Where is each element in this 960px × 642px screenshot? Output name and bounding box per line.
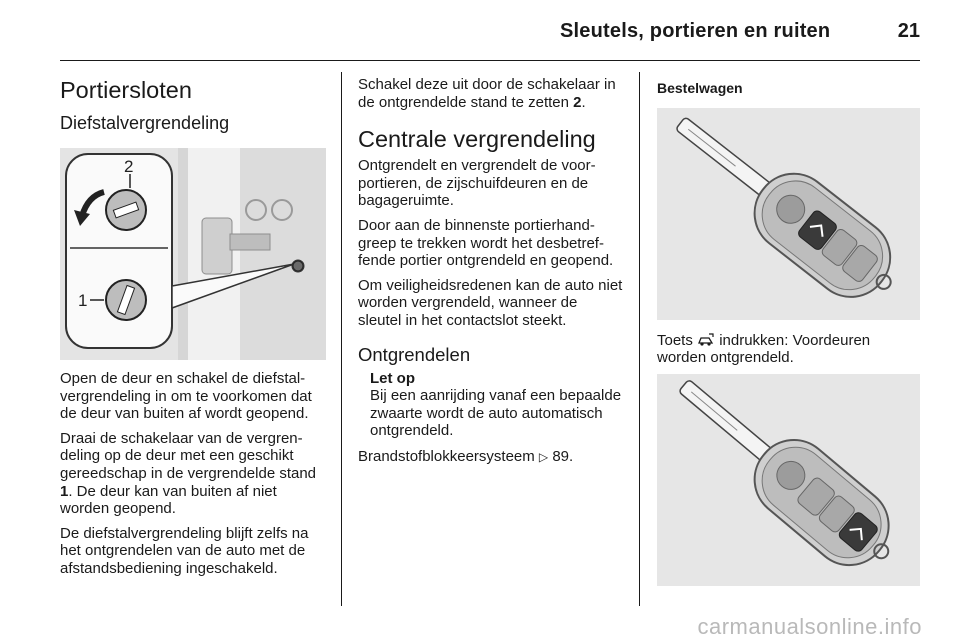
subheading-ontgrendelen: Ontgrendelen (358, 343, 471, 365)
subheading-bestelwagen: Bestelwagen (657, 80, 743, 96)
door-lock-figure (60, 148, 326, 360)
key-fob-figure-unlock-front (657, 108, 920, 320)
col2-paragraph-3: Om veiligheidsredenen kan de auto niet worden vergrendeld, wanneer de sleutel in het contactslot steekt. (358, 276, 623, 329)
page-reference-arrow-icon: ▷ (538, 449, 549, 464)
col2-intro (358, 76, 624, 111)
note-title: Let op (370, 369, 415, 387)
col3-text-after: indrukken: Voordeuren worden ontgrendeld. (657, 331, 871, 367)
running-header-title: Sleutels, portieren en ruiten (560, 20, 831, 42)
col2-intro-tail: . (581, 93, 586, 111)
col3-text-before: Toets (657, 331, 698, 349)
column-2 (358, 72, 624, 474)
column-1 (60, 72, 326, 585)
col2-intro-text: Schakel deze uit door de schakelaar in de ontgrendelde stand te zetten (358, 76, 616, 111)
unlock-car-icon (697, 333, 715, 347)
col1-paragraph-2-bold: 1 (60, 482, 69, 500)
key-fob-figure-rear (657, 374, 920, 586)
section-heading-portiersloten: Portiersloten (60, 77, 192, 103)
col1-paragraph-2-tail: . De deur kan van buiten af niet worden geopend. (60, 482, 277, 518)
figure-label-1: 1 (78, 291, 88, 310)
col1-paragraph-3: De diefstalvergrendeling blijft zelfs na het ontgrendelen van de auto met de afstandsbediening ingeschakeld. (60, 524, 309, 577)
section-heading-centrale-vergrendeling: Centrale vergrendeling (358, 126, 596, 153)
cross-reference (358, 448, 624, 467)
column-divider-2 (639, 72, 640, 606)
subheading-diefstalvergrendeling: Diefstalvergrendeling (60, 113, 230, 133)
header-rule (60, 60, 920, 61)
col2-paragraph-1: Ontgrendelt en vergrendelt de voorportieren, de zijschuifdeuren en de bagageruimte. (358, 157, 596, 210)
cross-reference-text: Brandstofblokkeersysteem (358, 447, 539, 465)
figure-label-2: 2 (124, 157, 134, 176)
col2-paragraph-2: Door aan de binnenste portierhandgreep te trekken wordt het desbetreffende portier ontgrendeld en geopend. (358, 216, 614, 270)
footer-watermark: carmanualsonline.info (697, 614, 922, 639)
note-text: Bij een aanrijding vanaf een bepaalde zwaarte wordt de auto automatisch ontgrendeld. (370, 387, 622, 440)
col1-paragraph-1: Open de deur en schakel de diefstalvergrendeling in om te voorkomen dat de deur van buiten af wordt geopend. (60, 370, 312, 423)
note-block (370, 370, 624, 440)
col2-intro-bold: 2 (573, 93, 582, 111)
col3-paragraph (657, 332, 920, 367)
cross-reference-page: 89. (548, 447, 574, 465)
col1-paragraph-2 (60, 430, 326, 518)
page-number: 21 (897, 20, 920, 42)
column-divider-1 (341, 72, 342, 606)
column-3 (657, 72, 920, 586)
col1-paragraph-2-text: Draai de schakelaar van de vergrendeling op de deur met een geschikt gereedschap in de vergrendelde stand (60, 429, 317, 482)
